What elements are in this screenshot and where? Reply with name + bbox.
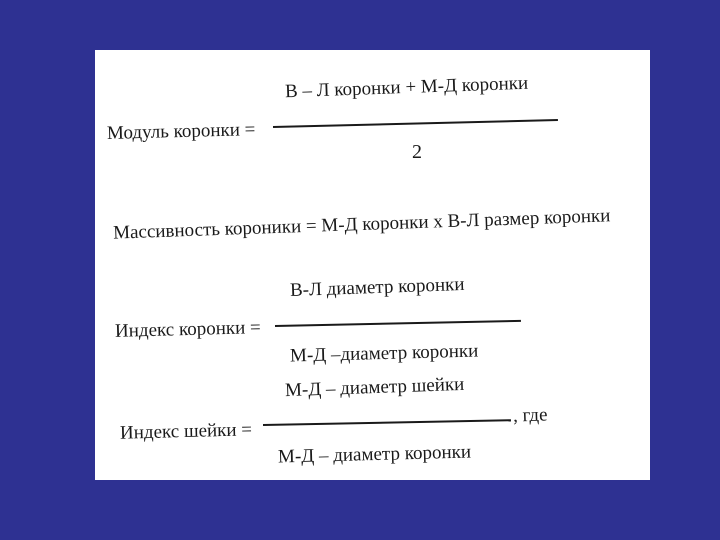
crown-index-lhs: Индекс коронки = bbox=[114, 317, 261, 342]
module-denominator: 2 bbox=[412, 141, 422, 163]
neck-index-suffix: , где bbox=[512, 404, 548, 427]
neck-index-fraction-bar bbox=[263, 419, 511, 425]
neck-index-numerator: М-Д – диаметр шейки bbox=[284, 373, 465, 402]
neck-index-formula bbox=[95, 50, 650, 480]
neck-index-denominator: М-Д – диаметр коронки bbox=[277, 441, 472, 468]
neck-index-lhs: Индекс шейки = bbox=[119, 419, 253, 444]
crown-index-numerator: В-Л диаметр коронки bbox=[289, 273, 465, 302]
module-lhs: Модуль коронки = bbox=[106, 119, 256, 144]
scanned-formula-sheet bbox=[95, 50, 650, 480]
massiveness-text: Массивность короники = М-Д коронки х В-Л размер коронки bbox=[112, 205, 611, 244]
module-numerator: В – Л коронки + М-Д коронки bbox=[284, 72, 529, 103]
crown-index-denominator: М-Д –диаметр коронки bbox=[289, 340, 479, 367]
